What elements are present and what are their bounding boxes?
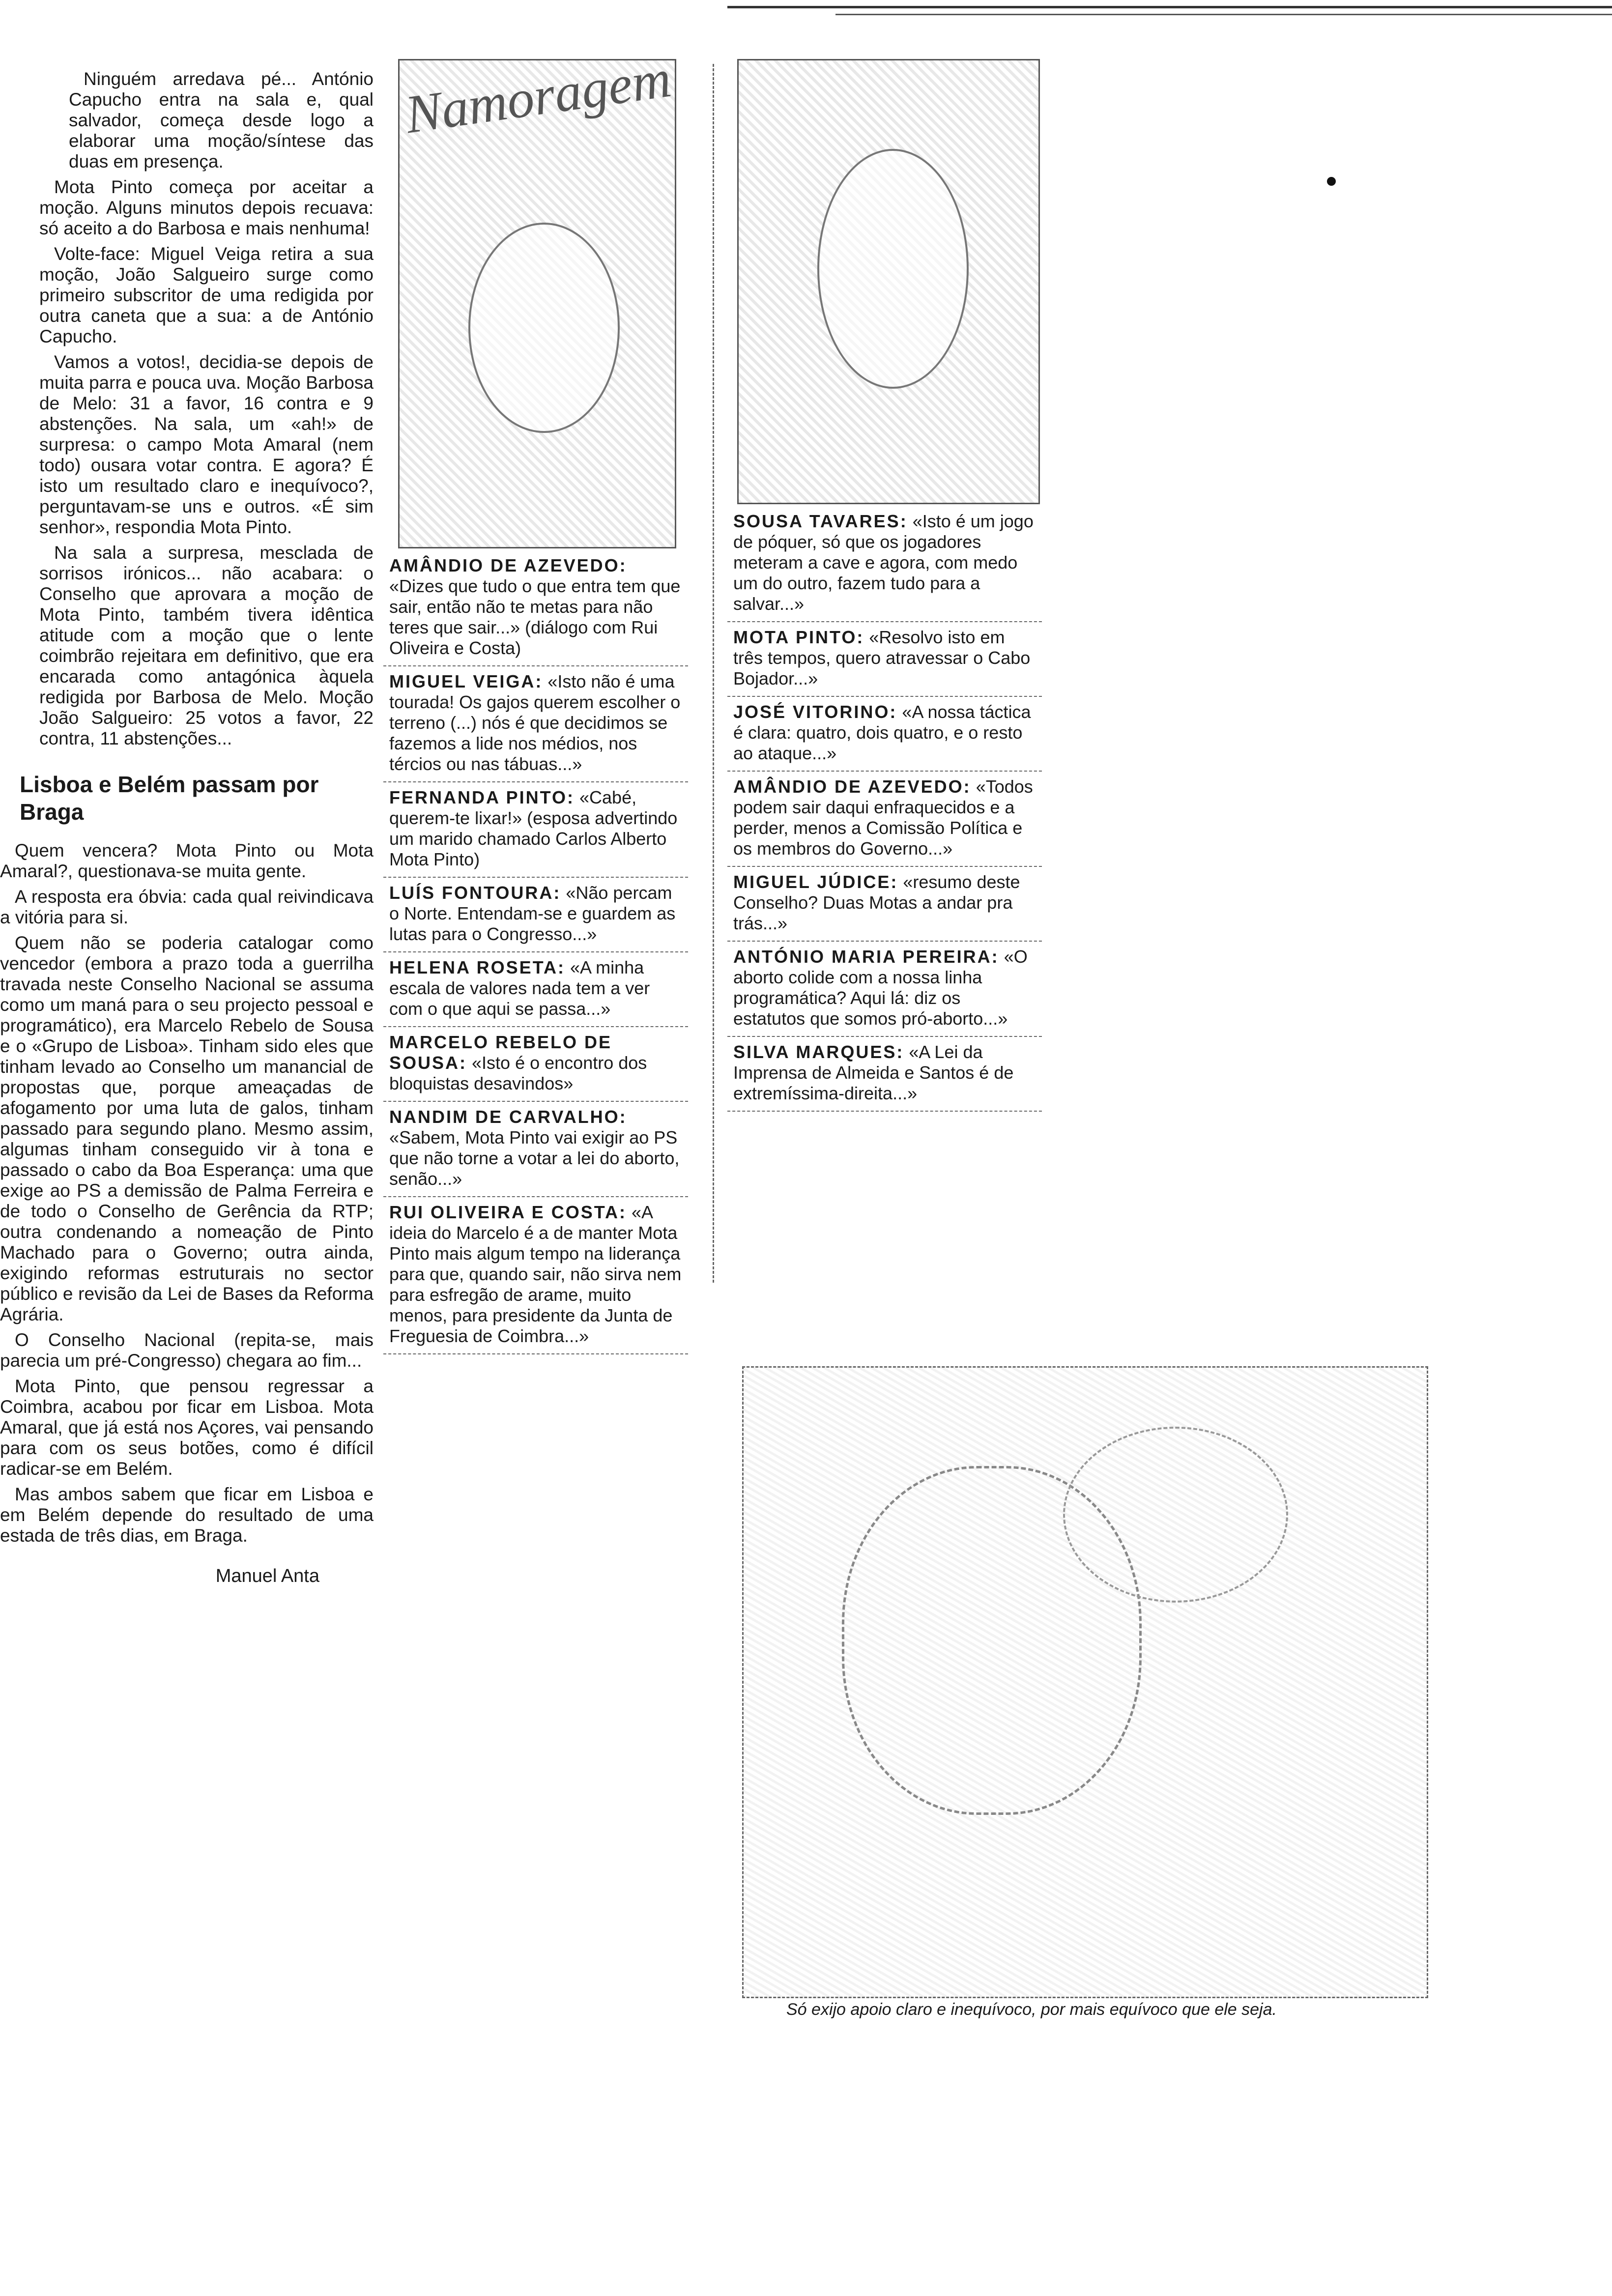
quote-text: «Não percam o Norte. Entendam-se e guardem as lutas para o Congresso...» <box>389 883 676 944</box>
quote-text: «Dizes que tudo o que entra tem que sair, então não te metas para não teres que sair...» (diálogo com Rui Oliveira e Costa) <box>389 576 681 658</box>
face-outline <box>817 149 969 389</box>
quote-name: SILVA MARQUES: <box>733 1042 904 1062</box>
news-photo <box>742 1366 1428 1998</box>
quote-text: «Isto é o encontro dos bloquistas desavindos» <box>389 1053 647 1093</box>
article-left-column <box>0 69 374 1586</box>
quote-text: «Sabem, Mota Pinto vai exigir ao PS que não torne a votar a lei do aborto, senão...» <box>389 1127 680 1189</box>
quote-name: MOTA PINTO: <box>733 627 864 647</box>
paragraph: Quem não se poderia catalogar como vencedor (embora a prazo toda a guerrilha travada neste Conselho Nacional se assuma como um maná para o seu projecto pessoal e programático), era Marcelo Rebelo de Sousa e o «Grupo de Lisboa». Tinham sido eles que tinham levado ao Conselho um manancial de propostas que, porque ameaçadas de afogamento por uma luta de galos, tinham passado para segundo plano. Mesmo assim, algumas tinham conseguido vir à tona e passado o cabo da Boa Esperança: uma que exige ao PS a demissão de Palma Ferreira e de todo o Conselho de Gerência da RTP; outra condenando a nomeação de Pinto Machado para o Governo; outra ainda, exigindo reformas estruturais no sector público e revisão da Lei de Bases da Reforma Agrária. <box>0 933 374 1324</box>
quote-item <box>727 506 1042 622</box>
quotes-column-left <box>354 48 688 1681</box>
quote-text: «A Lei da Imprensa de Almeida e Santos é de extremíssima-direita...» <box>733 1042 1014 1103</box>
quote-item <box>727 942 1042 1037</box>
quote-item <box>727 867 1042 942</box>
portrait-photo-man <box>737 59 1040 504</box>
quote-item <box>383 550 688 666</box>
quote-name: LUÍS FONTOURA: <box>389 883 561 903</box>
quote-name: FERNANDA PINTO: <box>389 787 575 807</box>
top-rule-secondary <box>835 14 1612 15</box>
quote-name: AMÂNDIO DE AZEVEDO: <box>389 555 627 575</box>
quote-name: AMÂNDIO DE AZEVEDO: <box>733 776 971 797</box>
quote-name: MIGUEL JÚDICE: <box>733 872 898 892</box>
quote-item <box>383 666 688 782</box>
quote-name: ANTÓNIO MARIA PEREIRA: <box>733 947 999 967</box>
quote-item <box>727 697 1042 772</box>
quote-name: MARCELO REBELO DE SOUSA: <box>389 1032 612 1073</box>
quote-text: «A minha escala de valores nada tem a ver com o que aqui se passa...» <box>389 957 650 1019</box>
portrait-photo-woman <box>398 48 676 548</box>
quote-name: RUI OLIVEIRA E COSTA: <box>389 1202 627 1222</box>
quote-item <box>727 772 1042 867</box>
quote-item <box>727 622 1042 697</box>
column-header: Namoragem <box>402 48 675 145</box>
quote-text: «Isto é um jogo de póquer, só que os jogadores meteram a cave e agora, com medo um do outro, fazem tudo para a salvar...» <box>733 511 1034 614</box>
quote-text: «resumo deste Conselho? Duas Motas a andar pra trás...» <box>733 872 1020 933</box>
quote-text: «A ideia do Marcelo é a de manter Mota Pinto mais algum tempo na liderança para que, quando sair, não sirva nem para esfregão de arame, muito menos, para presidente da Junta de Freguesia de Coimbra...» <box>389 1202 682 1346</box>
quotes-column-right <box>727 59 1047 1307</box>
paragraph: Mas ambos sabem que ficar em Lisboa e em Belém depende do resultado de uma estada de três dias, em Braga. <box>0 1484 374 1546</box>
quote-item <box>383 952 688 1027</box>
face-outline <box>468 223 620 433</box>
quote-item <box>383 782 688 878</box>
paragraph: Volte-face: Miguel Veiga retira a sua moção, João Salgueiro surge como primeiro subscritor de uma redigida por outra caneta que a sua: a de António Capucho. <box>39 244 374 346</box>
quote-name: SOUSA TAVARES: <box>733 511 908 531</box>
quote-item <box>383 1197 688 1354</box>
section-heading: Lisboa e Belém passam por Braga <box>20 772 319 825</box>
quote-text: «Cabé, querem-te lixar!» (esposa advertindo um marido chamado Carlos Alberto Mota Pinto) <box>389 787 678 869</box>
quote-text: «Isto não é uma tourada! Os gajos querem escolher o terreno (...) nós é que decidimos se fazemos a lide nos médios, nos tércios ou nas tábuas...» <box>389 671 681 774</box>
photo-figure-head <box>1063 1427 1288 1603</box>
quotes-list <box>383 550 688 1354</box>
quote-text: «O aborto colide com a nossa linha programática? Aqui lá: diz os estatutos que somos pró-aborto...» <box>733 947 1028 1029</box>
column-divider <box>713 64 714 1283</box>
quote-item <box>383 878 688 952</box>
quote-name: HELENA ROSETA: <box>389 957 566 977</box>
paragraph: Ninguém arredava pé... António Capucho entra na sala e, qual salvador, começa desde logo a elaborar uma moção/síntese das duas em presença. <box>69 69 374 172</box>
paragraph: Vamos a votos!, decidia-se depois de muita parra e pouca uva. Moção Barbosa de Melo: 31 a favor, 16 contra e 9 abstenções. Na sala, um «ah!» de surpresa: o campo Mota Amaral (nem todo) ousara votar contra. E agora? É isto um resultado claro e inequívoco?, perguntavam-se uns e outros. «É sim senhor», respondia Mota Pinto. <box>39 352 374 537</box>
quote-name: NANDIM DE CARVALHO: <box>389 1107 627 1127</box>
quote-text: «Todos podem sair daqui enfraquecidos e a perder, menos a Comissão Política e os membros do Governo...» <box>733 776 1033 859</box>
top-rule <box>727 6 1612 8</box>
paragraph: Mota Pinto, que pensou regressar a Coimbra, acabou por ficar em Lisboa. Mota Amaral, que já está nos Açores, vai pensando para com os seus botões, como é difícil radicar-se em Belém. <box>0 1376 374 1479</box>
quote-item <box>727 1037 1042 1112</box>
paragraph: Mota Pinto começa por aceitar a moção. Alguns minutos depois recuava: só aceito a do Barbosa e mais nenhuma! <box>39 177 374 238</box>
photo-caption: Só exijo apoio claro e inequívoco, por mais equívoco que ele seja. <box>786 2000 1277 2019</box>
quotes-list <box>727 506 1042 1112</box>
ink-spot <box>1327 177 1336 186</box>
paragraph: Quem vencera? Mota Pinto ou Mota Amaral?, questionava-se muita gente. <box>0 840 374 881</box>
byline: Manuel Anta <box>215 1566 319 1586</box>
paragraph: A resposta era óbvia: cada qual reivindicava a vitória para si. <box>0 887 374 927</box>
quote-item <box>383 1027 688 1102</box>
paragraph: Na sala a surpresa, mesclada de sorrisos irónicos... não acabara: o Conselho que aprovara a moção de Mota Pinto, também tivera idêntica atitude com a moção que o lente coimbrão rejeitara em definitivo, que era encarada como antagónica àquela redigida por Barbosa de Melo. Moção João Salgueiro: 25 votos a favor, 22 contra, 11 abstenções... <box>39 543 374 748</box>
quote-item <box>383 1102 688 1197</box>
quote-name: MIGUEL VEIGA: <box>389 671 543 691</box>
quote-text: «A nossa táctica é clara: quatro, dois quatro, e o resto ao ataque...» <box>733 702 1031 763</box>
quote-name: JOSÉ VITORINO: <box>733 702 897 722</box>
quote-text: «Resolvo isto em três tempos, quero atravessar o Cabo Bojador...» <box>733 627 1031 689</box>
paragraph: O Conselho Nacional (repita-se, mais parecia um pré-Congresso) chegara ao fim... <box>0 1330 374 1371</box>
